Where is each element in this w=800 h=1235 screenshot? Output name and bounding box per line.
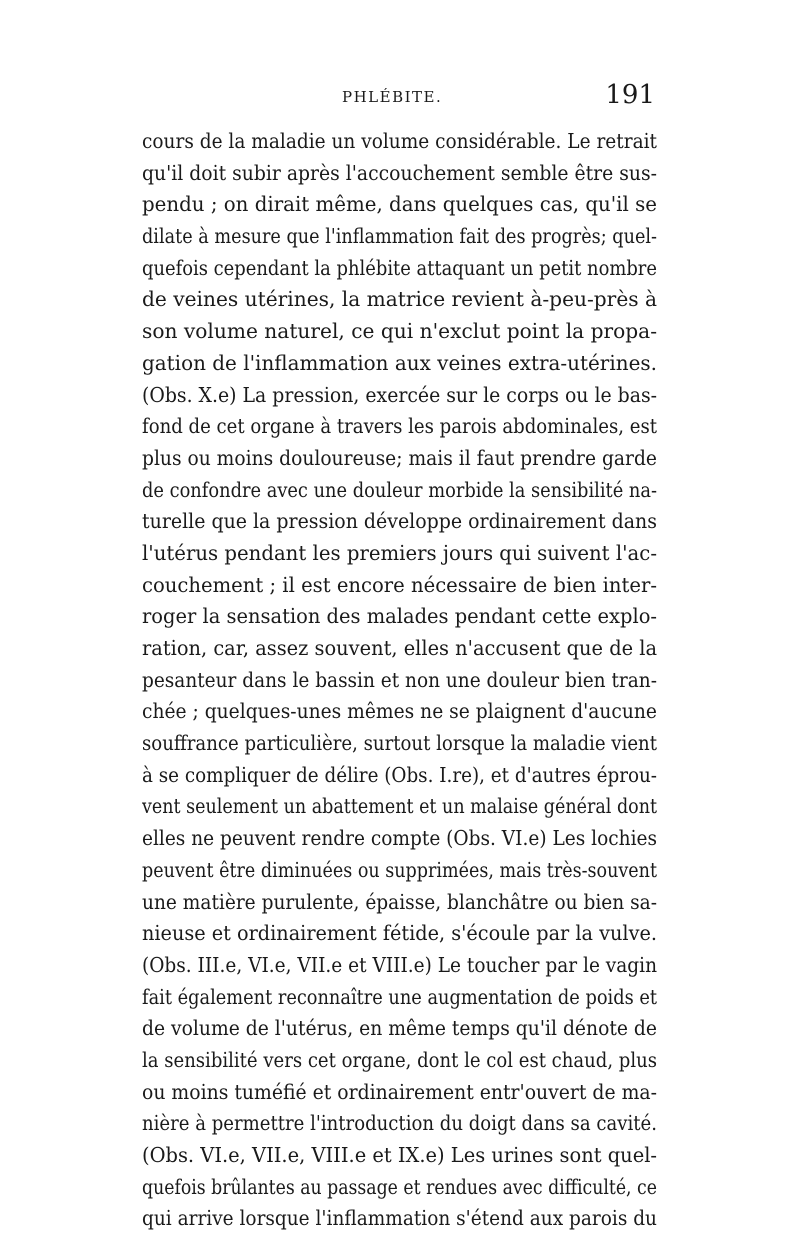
text-line: vent seulement un abattement et un malaise général dont xyxy=(142,794,657,819)
text-line: à se compliquer de délire (Obs. I.re), et d'autres éprou- xyxy=(142,762,657,787)
text-line: turelle que la pression développe ordinairement dans xyxy=(142,509,657,534)
text-line: l'utérus pendant les premiers jours qui suivent l'ac- xyxy=(142,540,657,565)
text-line: quefois cependant la phlébite attaquant un petit nombre xyxy=(142,255,657,280)
text-line: fait également reconnaître une augmentation de poids et xyxy=(142,984,657,1009)
text-line: souffrance particulière, surtout lorsque la maladie vient xyxy=(142,731,657,756)
text-line: son volume naturel, ce qui n'exclut point la propa- xyxy=(142,319,657,344)
text-line: quefois brûlantes au passage et rendues avec difficulté, ce xyxy=(142,1174,657,1199)
text-line: nieuse et ordinairement fétide, s'écoule par la vulve. xyxy=(142,921,657,946)
body-text xyxy=(142,126,657,1235)
text-line: dilate à mesure que l'inflammation fait des progrès; quel- xyxy=(142,224,657,249)
text-line: (Obs. III.e, VI.e, VII.e et VIII.e) Le toucher par le vagin xyxy=(142,952,657,977)
text-line: (Obs. X.e) La pression, exercée sur le corps ou le bas- xyxy=(142,382,657,407)
text-line: (Obs. VI.e, VII.e, VIII.e et IX.e) Les urines sont quel- xyxy=(142,1143,657,1167)
running-title: PHLÉBITE. xyxy=(342,88,443,106)
text-line: cours de la maladie un volume considérable. Le retrait xyxy=(142,129,657,153)
text-line: pesanteur dans le bassin et non une douleur bien tran- xyxy=(142,667,657,692)
text-line: ration, car, assez souvent, elles n'accusent que de la xyxy=(142,636,657,660)
running-head xyxy=(142,80,657,116)
text-line: plus ou moins douloureuse; mais il faut prendre garde xyxy=(142,445,657,470)
text-line: roger la sensation des malades pendant cette explo- xyxy=(142,604,657,629)
text-line: qui arrive lorsque l'inflammation s'étend aux parois du xyxy=(142,1206,657,1231)
page-number: 191 xyxy=(605,80,655,110)
text-line: elles ne peuvent rendre compte (Obs. VI.e) Les lochies xyxy=(142,826,657,851)
text-line: pendu ; on dirait même, dans quelques cas, qu'il se xyxy=(142,192,657,217)
text-line: de veines utérines, la matrice revient à-peu-près à xyxy=(142,287,657,312)
text-line: peuvent être diminuées ou supprimées, mais très-souvent xyxy=(142,857,657,882)
text-line: nière à permettre l'introduction du doigt dans sa cavité. xyxy=(142,1111,657,1136)
text-line: une matière purulente, épaisse, blanchâtre ou bien sa- xyxy=(142,889,657,914)
text-line: ou moins tuméfié et ordinairement entr'ouvert de ma- xyxy=(142,1079,657,1104)
text-line: chée ; quelques-unes mêmes ne se plaignent d'aucune xyxy=(142,699,657,724)
text-line: de volume de l'utérus, en même temps qu'il dénote de xyxy=(142,1016,657,1041)
text-line: la sensibilité vers cet organe, dont le col est chaud, plus xyxy=(142,1047,657,1072)
text-line: fond de cet organe à travers les parois abdominales, est xyxy=(142,414,657,439)
text-line: qu'il doit subir après l'accouchement semble être sus- xyxy=(142,160,657,185)
text-line: gation de l'inflammation aux veines extra-utérines. xyxy=(142,350,657,375)
text-line: de confondre avec une douleur morbide la sensibilité na- xyxy=(142,477,657,502)
text-line: couchement ; il est encore nécessaire de bien inter- xyxy=(142,572,657,597)
